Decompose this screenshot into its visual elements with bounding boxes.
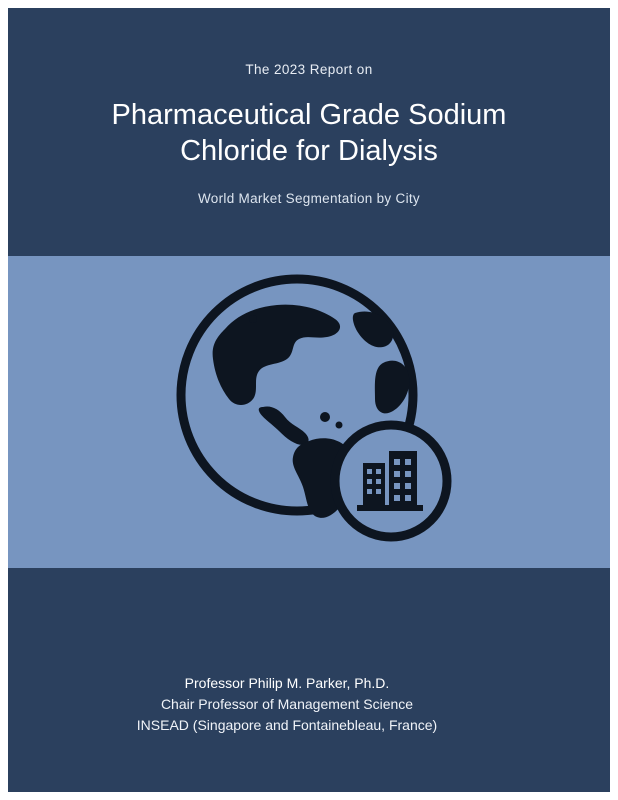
author-affiliation: INSEAD (Singapore and Fontainebleau, France): [136, 717, 438, 733]
cover-supertitle: The 2023 Report on: [245, 62, 373, 77]
book-cover: [8, 8, 610, 792]
globe-with-city-buildings-icon: [159, 267, 459, 557]
page-title-line-2: Chloride for Dialysis: [180, 135, 438, 167]
author-name: Professor Philip M. Parker, Ph.D.: [184, 675, 390, 691]
cover-subtitle: World Market Segmentation by City: [198, 191, 420, 206]
author-role: Chair Professor of Management Science: [160, 696, 414, 712]
cover-author-block: [8, 673, 610, 736]
page-title-line-1: Pharmaceutical Grade Sodium: [111, 99, 507, 131]
cover-title-block: [8, 8, 610, 256]
page-title: [8, 97, 610, 169]
cover-artwork-band: [8, 256, 610, 568]
